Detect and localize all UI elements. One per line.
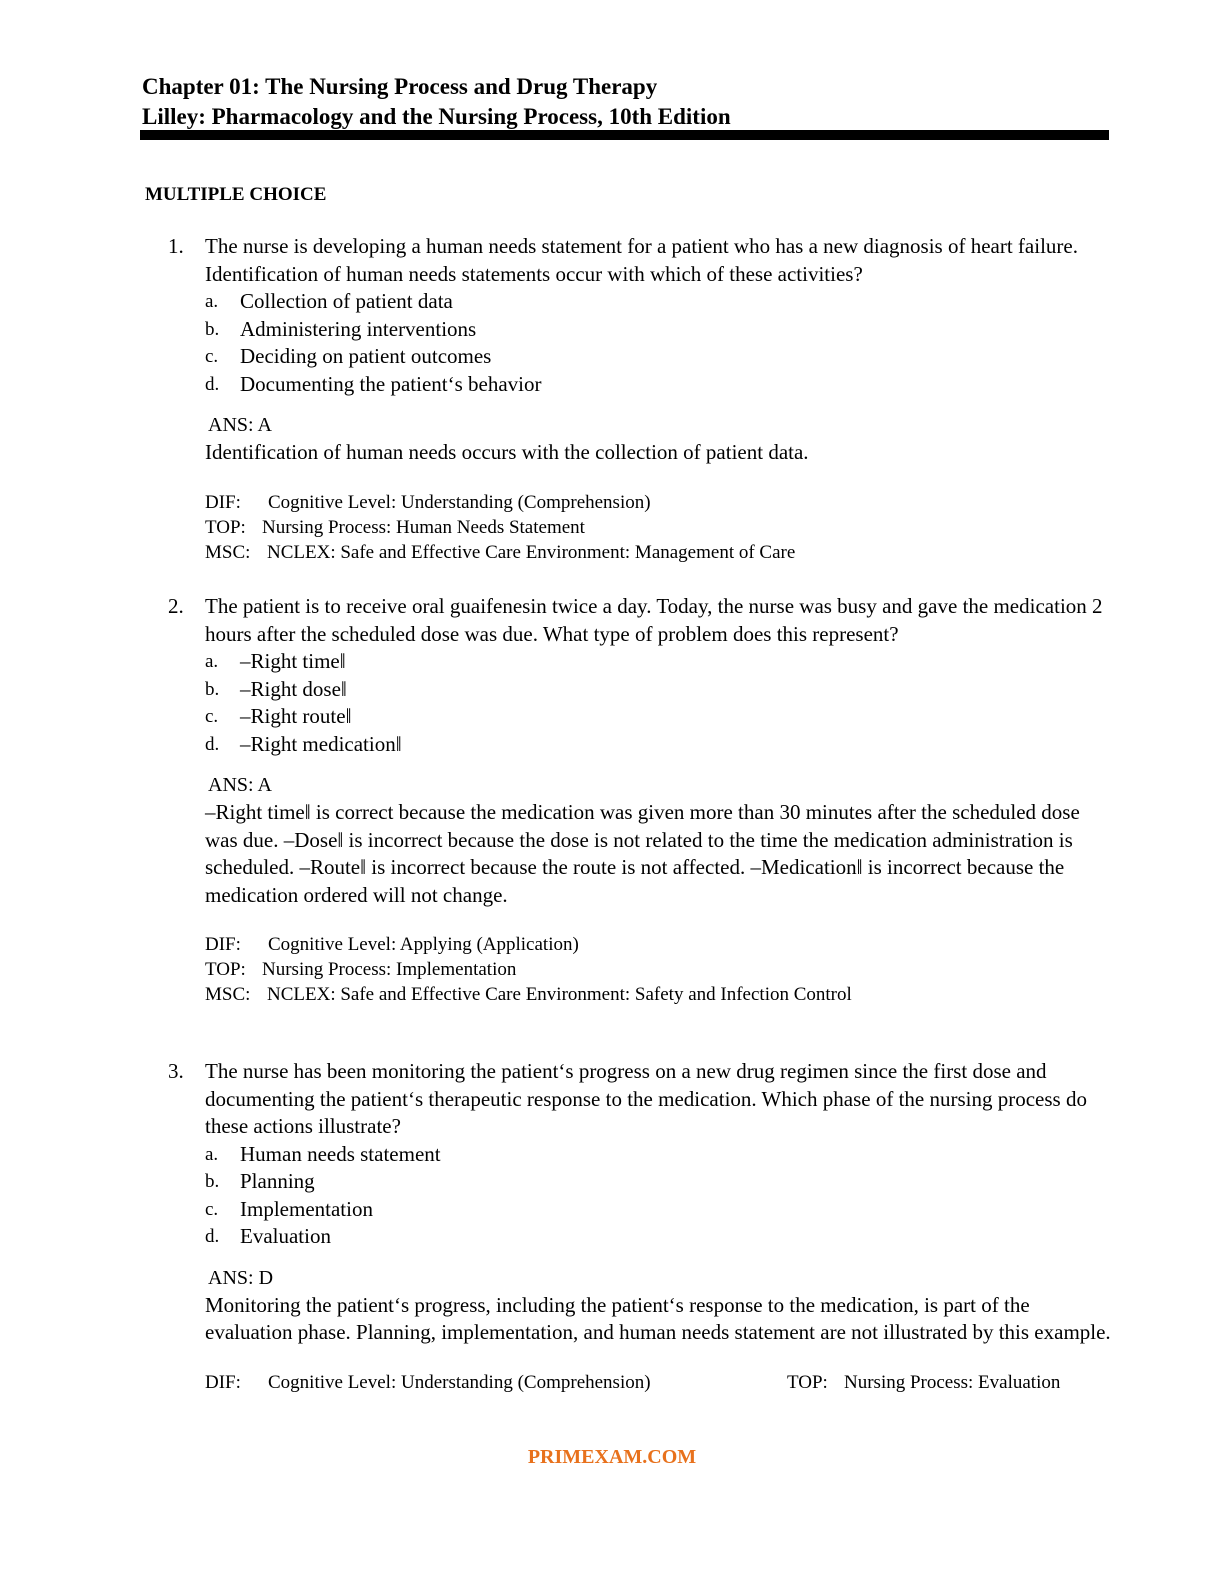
option-list	[205, 288, 1115, 398]
question-1	[168, 233, 1118, 565]
option-d: d. Documenting the patient‘s behavior	[205, 371, 542, 396]
option-b: b. –Right dose‖	[205, 676, 347, 701]
option-b: b. Administering interventions	[205, 316, 477, 341]
top-line: TOP: Nursing Process: Implementation	[205, 959, 517, 980]
question-3	[168, 1058, 1118, 1395]
msc-line: MSC: NCLEX: Safe and Effective Care Environment: Management of Care	[205, 541, 796, 563]
top-line: TOP: Nursing Process: Evaluation	[787, 1371, 1061, 1393]
question-number: 1.	[168, 234, 184, 258]
dif-line: DIF: Cognitive Level: Understanding (Comprehension)	[205, 1371, 651, 1393]
option-list	[205, 648, 1115, 758]
option-c: c. Implementation	[205, 1196, 373, 1221]
section-title: MULTIPLE CHOICE	[145, 184, 327, 205]
rationale: Identification of human needs occurs with the collection of patient data.	[205, 440, 809, 464]
question-stem: The patient is to receive oral guaifenesin twice a day. Today, the nurse was busy and gave the medication 2 hours after the scheduled dose was due. What type of problem does this represent?	[205, 594, 1103, 646]
option-c: c. Deciding on patient outcomes	[205, 344, 492, 368]
dif-line: DIF: Cognitive Level: Applying (Application)	[205, 934, 579, 955]
question-metadata	[205, 1370, 1115, 1395]
header-rule	[140, 130, 1109, 140]
option-b: b. Planning	[205, 1169, 315, 1193]
question-number: 2.	[168, 594, 184, 618]
option-a: a. –Right time‖	[205, 649, 346, 673]
option-c: c. –Right route‖	[205, 704, 352, 728]
msc-line: MSC: NCLEX: Safe and Effective Care Environment: Safety and Infection Control	[205, 984, 852, 1005]
question-metadata	[205, 490, 1115, 565]
answer-label: ANS: A	[208, 414, 272, 436]
option-list	[205, 1141, 1115, 1251]
answer-label: ANS: D	[208, 1266, 274, 1289]
book-title: Lilley: Pharmacology and the Nursing Process, 10th Edition	[142, 104, 731, 129]
question-number: 3.	[168, 1059, 184, 1083]
rationale: –Right time‖ is correct because the medication was given more than 30 minutes after the scheduled dose was due. –Dose‖ is incorrect because the dose is not related to the time the medication administration is scheduled. –Route‖ is incorrect because the route is not affected. –Medication‖ is incorrect because the medication ordered will not change.	[205, 800, 1080, 907]
document-header	[142, 72, 1108, 132]
question-metadata	[205, 932, 1115, 1007]
option-a: a. Human needs statement	[205, 1141, 441, 1166]
answer-label: ANS: A	[208, 774, 272, 796]
chapter-title: Chapter 01: The Nursing Process and Drug Therapy	[142, 74, 658, 99]
question-2	[168, 593, 1118, 1007]
option-d: d. –Right medication‖	[205, 731, 402, 756]
watermark: PRIMEXAM.COM	[527, 1446, 697, 1468]
dif-top-line	[205, 1370, 1115, 1395]
top-line: TOP: Nursing Process: Human Needs Statement	[205, 516, 585, 538]
rationale: Monitoring the patient‘s progress, including the patient‘s response to the medication, is part of the evaluation phase. Planning, implementation, and human needs statement are not illustrated by this example.	[205, 1292, 1111, 1344]
question-stem: The nurse has been monitoring the patient‘s progress on a new drug regimen since the first dose and documenting the patient‘s therapeutic response to the medication. Which phase of the nursing process do these actions illustrate?	[205, 1059, 1087, 1138]
dif-line: DIF: Cognitive Level: Understanding (Comprehension)	[205, 491, 651, 513]
option-d: d. Evaluation	[205, 1224, 331, 1248]
question-stem: The nurse is developing a human needs statement for a patient who has a new diagnosis of heart failure. Identification of human needs statements occur with which of these activities?	[205, 234, 1078, 286]
option-a: a. Collection of patient data	[205, 289, 453, 313]
